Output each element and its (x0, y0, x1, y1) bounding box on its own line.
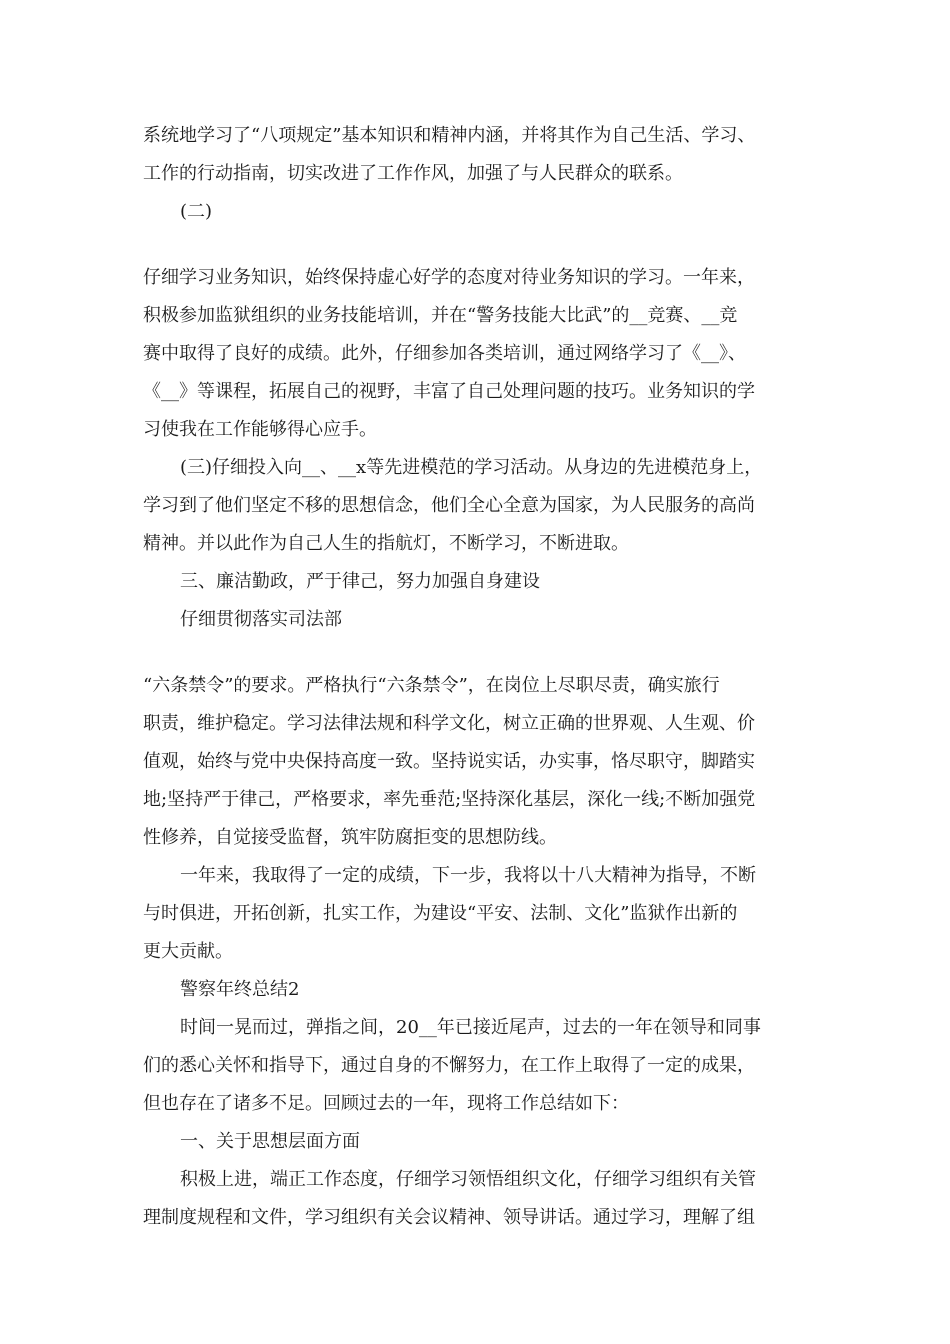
text-line: 但也存在了诸多不足。回顾过去的一年，现将工作总结如下： (143, 1093, 629, 1114)
text-line: 时间一晃而过，弹指之间，20__年已接近尾声，过去的一年在领导和同事 (180, 1017, 761, 1038)
text-line: 积极上进，端正工作态度，仔细学习领悟组织文化，仔细学习组织有关管 (180, 1169, 756, 1190)
text-line: “六条禁令”的要求。严格执行“六条禁令”，在岗位上尽职尽责，确实旅行 (143, 675, 720, 696)
text-line: 与时俱进，开拓创新，扎实工作，为建设“平安、法制、文化”监狱作出新的 (143, 903, 738, 924)
text-line: (三)仔细投入向__、__x等先进模范的学习活动。从身边的先进模范身上， (180, 457, 763, 478)
text-line: 性修养，自觉接受监督，筑牢防腐拒变的思想防线。 (143, 827, 557, 848)
text-line: 积极参加监狱组织的业务技能培训，并在“警务技能大比武”的__竞赛、__竞 (143, 305, 738, 326)
text-line: 理制度规程和文件，学习组织有关会议精神、领导讲话。通过学习，理解了组 (143, 1207, 755, 1228)
text-line: 更大贡献。 (143, 941, 233, 962)
text-line: 系统地学习了“八项规定”基本知识和精神内涵，并将其作为自己生活、学习、 (143, 125, 756, 146)
text-line: 一年来，我取得了一定的成绩，下一步，我将以十八大精神为指导，不断 (180, 865, 756, 886)
section-heading: (二) (180, 201, 213, 222)
text-line: 工作的行动指南，切实改进了工作作风，加强了与人民群众的联系。 (143, 163, 683, 184)
section-heading: 三、廉洁勤政，严于律己，努力加强自身建设 (180, 571, 540, 592)
section-title: 警察年终总结2 (180, 979, 300, 1000)
text-line: 职责，维护稳定。学习法律法规和科学文化，树立正确的世界观、人生观、价 (143, 713, 755, 734)
text-line: 赛中取得了良好的成绩。此外，仔细参加各类培训，通过网络学习了《__》、 (143, 343, 746, 364)
text-line: 仔细学习业务知识，始终保持虚心好学的态度对待业务知识的学习。一年来， (143, 267, 755, 288)
text-line: 精神。并以此作为自己人生的指航灯，不断学习，不断进取。 (143, 533, 629, 554)
section-heading: 一、关于思想层面方面 (180, 1131, 360, 1152)
text-line: 地;坚持严于律己，严格要求，率先垂范;坚持深化基层，深化一线;不断加强党 (143, 789, 756, 810)
text-line: 值观，始终与党中央保持高度一致。坚持说实话，办实事，恪尽职守，脚踏实 (143, 751, 755, 772)
text-line: 习使我在工作能够得心应手。 (143, 419, 377, 440)
text-line: 《__》等课程，拓展自己的视野，丰富了自己处理问题的技巧。业务知识的学 (143, 381, 755, 402)
text-line: 们的悉心关怀和指导下，通过自身的不懈努力，在工作上取得了一定的成果， (143, 1055, 755, 1076)
text-line: 仔细贯彻落实司法部 (180, 609, 342, 630)
text-line: 学习到了他们坚定不移的思想信念，他们全心全意为国家，为人民服务的高尚 (143, 495, 755, 516)
